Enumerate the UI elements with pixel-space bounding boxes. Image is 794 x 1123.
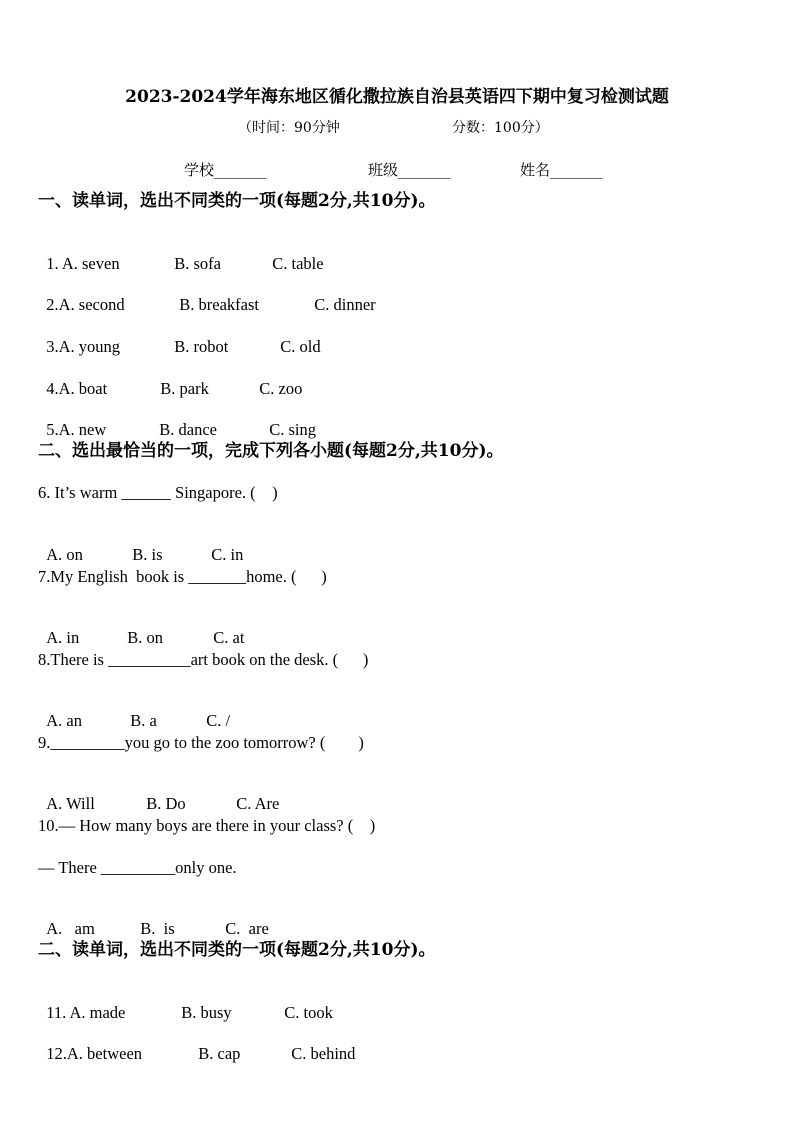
option-a: 3.A. young	[46, 337, 121, 356]
option-a: 11. A. made	[46, 1003, 126, 1022]
option-b: B. robot	[174, 337, 229, 356]
option-c: C. behind	[291, 1044, 356, 1063]
option-b: B. sofa	[174, 254, 221, 273]
question-6-options	[38, 525, 243, 565]
question-9-options	[38, 774, 279, 814]
option-b: B. Do	[146, 794, 186, 813]
option-b: B. breakfast	[179, 295, 259, 314]
exam-time: （时间：90分钟	[238, 120, 340, 136]
name-field: 姓名_______	[520, 161, 603, 179]
option-c: C. /	[206, 711, 231, 730]
option-c: C. took	[284, 1003, 333, 1022]
question-9-stem: 9._________you go to the zoo tomorrow? ( )	[38, 733, 364, 752]
exam-score: 分数：100分）	[452, 120, 549, 136]
option-b: B. busy	[181, 1003, 232, 1022]
option-c: C. Are	[236, 794, 280, 813]
option-a: 2.A. second	[46, 295, 125, 314]
question-7-stem: 7.My English book is _______home. ( )	[38, 567, 327, 586]
option-b: B. cap	[198, 1044, 241, 1063]
option-c: C. dinner	[314, 295, 376, 314]
option-c: C. are	[225, 919, 269, 938]
class-field: 班级_______	[368, 161, 451, 179]
option-c: C. table	[272, 254, 324, 273]
question-11	[38, 983, 333, 1023]
school-field: 学校_______	[184, 161, 267, 179]
option-a: 5.A. new	[46, 420, 107, 439]
option-a: 1. A. seven	[46, 254, 120, 273]
question-6-stem: 6. It’s warm ______ Singapore. ( )	[38, 483, 278, 502]
question-8-stem: 8.There is __________art book on the desk. ( )	[38, 650, 369, 669]
option-c: C. zoo	[259, 379, 303, 398]
question-7-options	[38, 608, 244, 648]
option-b: B. on	[127, 628, 164, 647]
section-3-heading: 二、读单词，选出不同类的一项(每题2分,共10分)。	[38, 940, 436, 960]
section-1-heading: 一、读单词，选出不同类的一项(每题2分,共10分)。	[38, 191, 436, 211]
option-a: 12.A. between	[46, 1044, 143, 1063]
option-b: B. is	[140, 919, 175, 938]
question-1	[38, 234, 324, 274]
option-a: A. in	[46, 628, 80, 647]
option-a: 4.A. boat	[46, 379, 108, 398]
option-a: A. on	[46, 545, 83, 564]
option-b: B. a	[130, 711, 157, 730]
option-c: C. old	[280, 337, 321, 356]
option-a: A. an	[46, 711, 82, 730]
question-10-options	[38, 899, 269, 939]
question-2	[38, 275, 376, 315]
question-10-stem: 10.— How many boys are there in your class? ( )	[38, 816, 376, 835]
option-c: C. at	[213, 628, 245, 647]
option-b: B. is	[132, 545, 163, 564]
option-b: B. park	[160, 379, 209, 398]
option-a: A. Will	[46, 794, 95, 813]
question-3	[38, 317, 321, 357]
option-c: C. sing	[269, 420, 317, 439]
question-12	[38, 1024, 355, 1064]
question-5	[38, 400, 316, 440]
question-8-options	[38, 691, 230, 731]
page-title: 2023-2024学年海东地区循化撒拉族自治县英语四下期中复习检测试题	[125, 87, 669, 107]
option-a: A. am	[46, 919, 95, 938]
question-4	[38, 359, 302, 399]
option-c: C. in	[211, 545, 244, 564]
section-2-heading: 二、选出最恰当的一项，完成下列各小题(每题2分,共10分)。	[38, 441, 504, 461]
question-10-answer-line: — There _________only one.	[38, 858, 237, 877]
option-b: B. dance	[159, 420, 217, 439]
